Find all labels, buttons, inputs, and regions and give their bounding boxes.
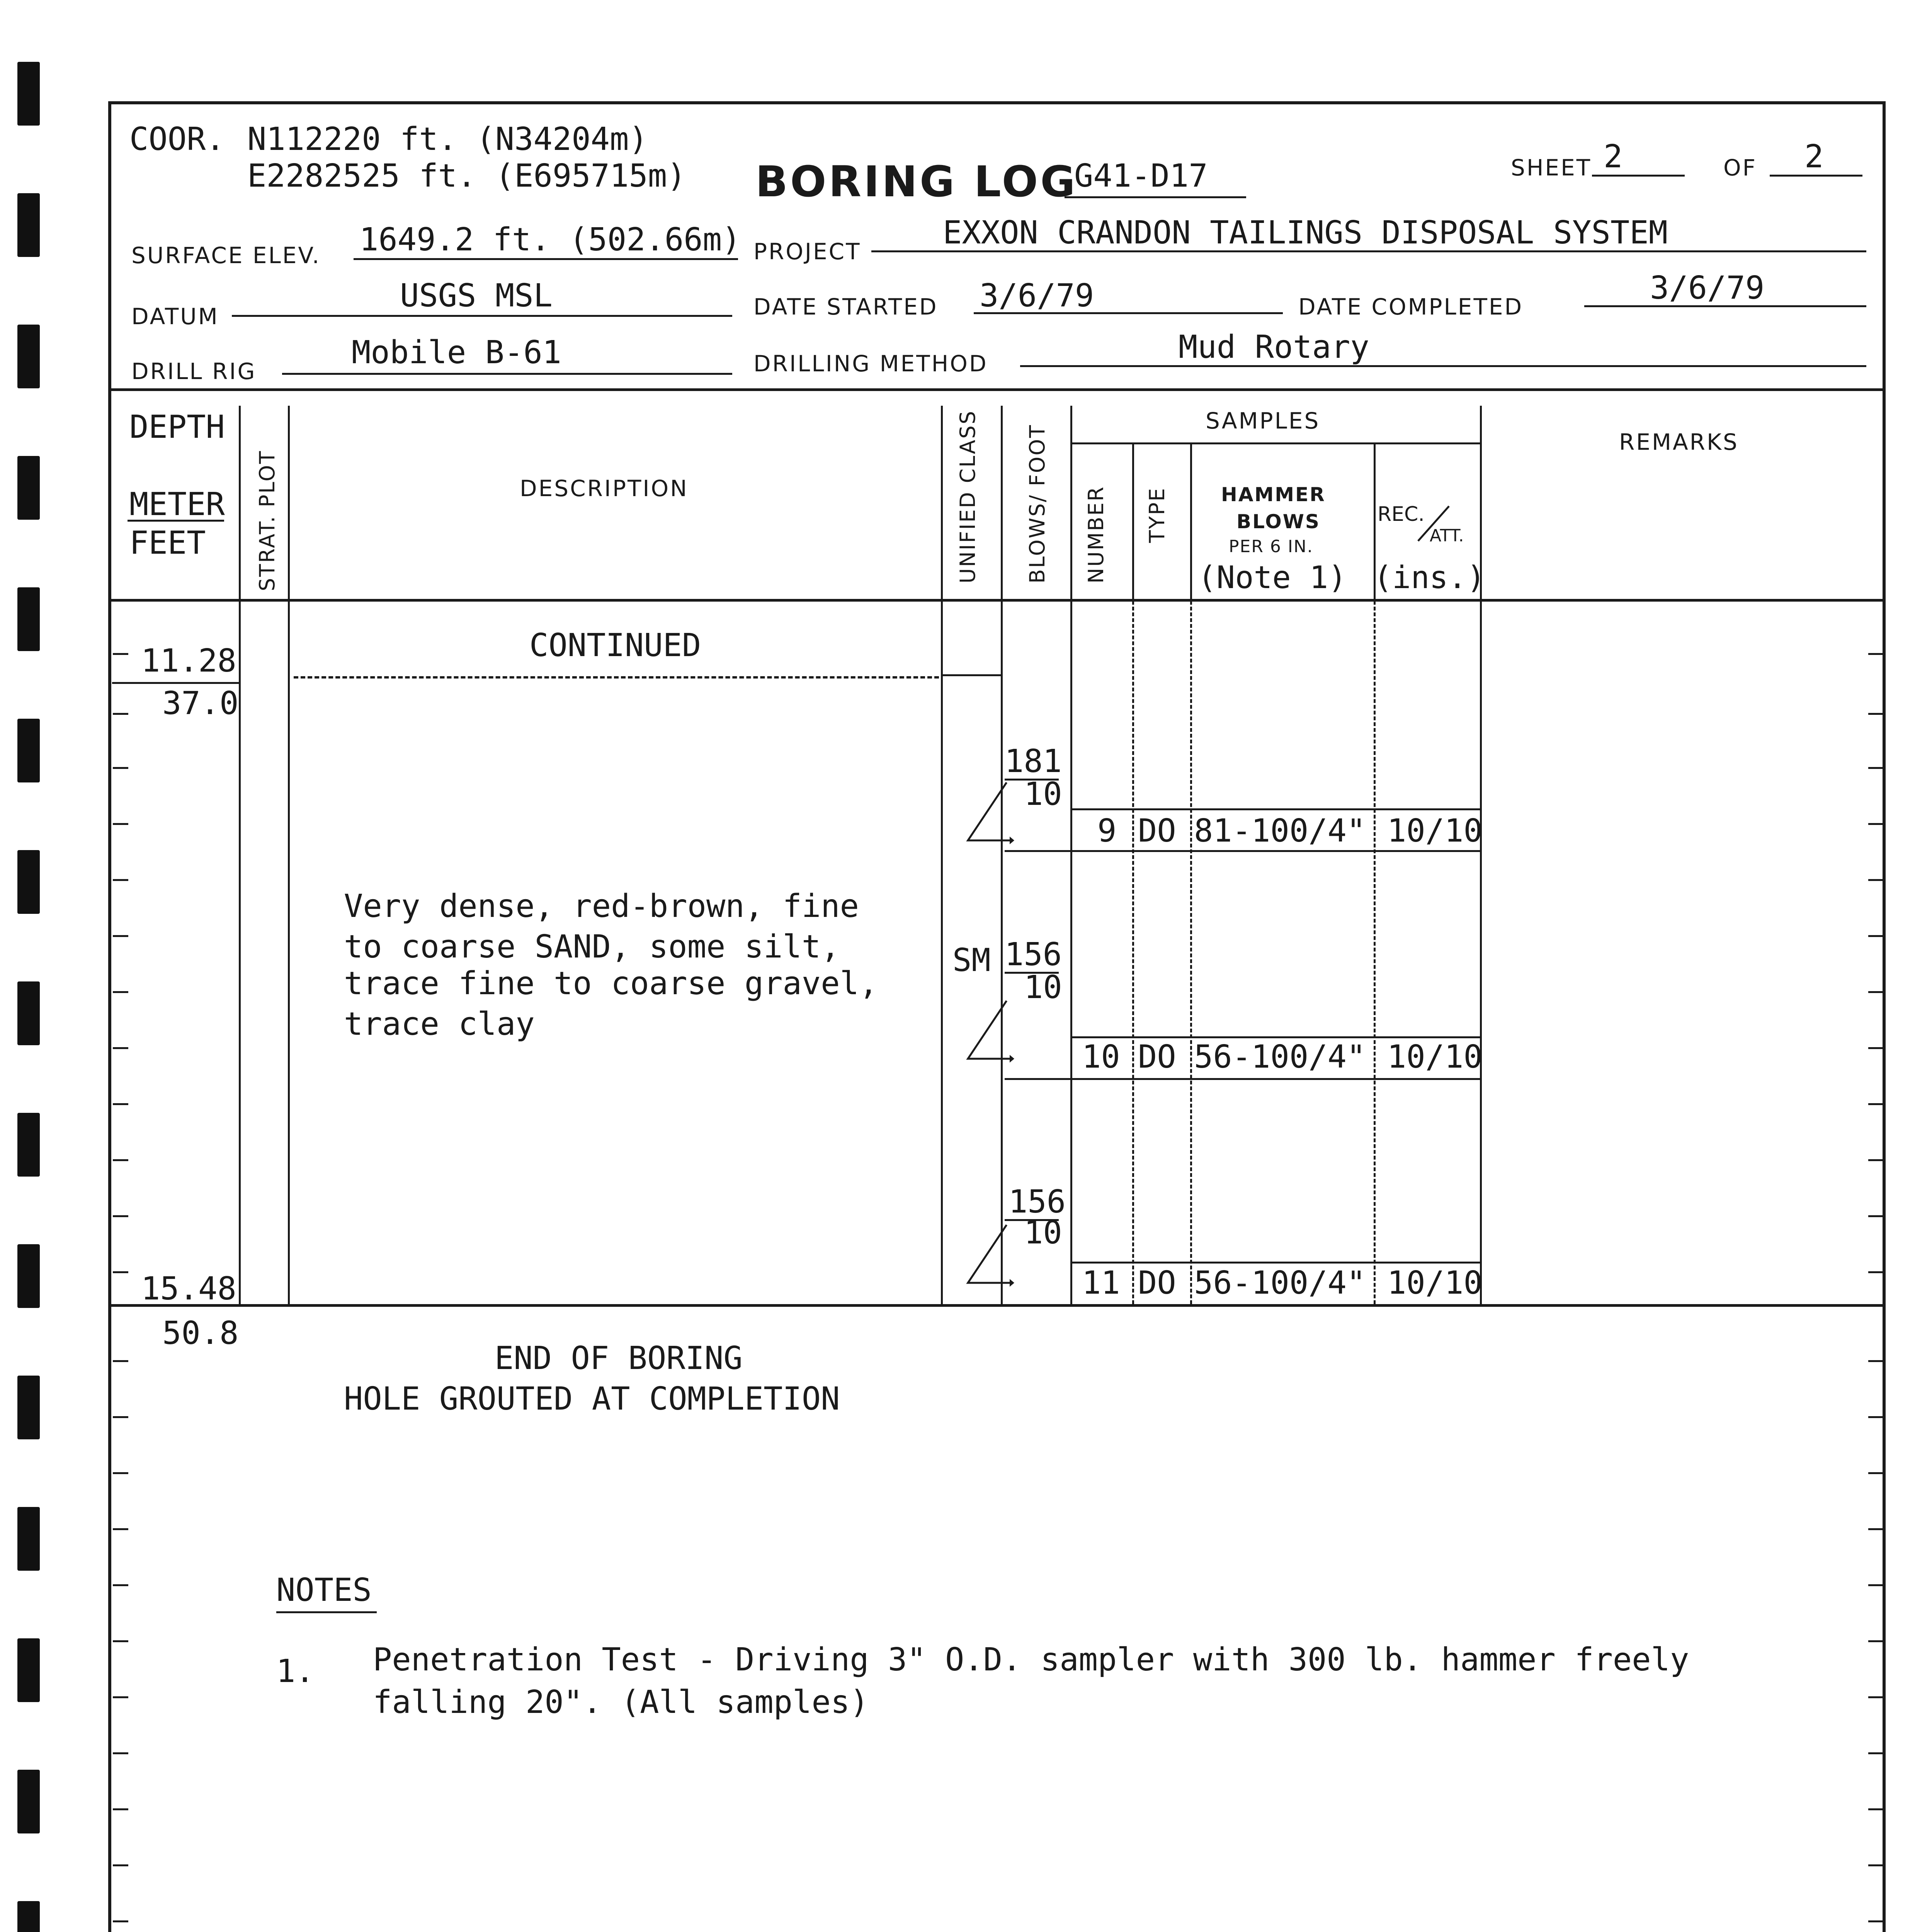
hole-grouted: HOLE GROUTED AT COMPLETION [344,1381,840,1417]
binder-hole [17,1113,40,1177]
binder-hole [17,1507,40,1571]
sample-type: DO [1138,1039,1176,1075]
binder-hole [17,719,40,782]
coor-east: E2282525 ft. (E695715m) [247,158,686,194]
binder-hole [17,62,40,126]
drill-rig-underline [282,373,732,375]
rec-att-slash [1414,502,1453,545]
depth-strat-divider [239,406,241,1304]
depth-bottom-feet: 50.8 [162,1315,239,1352]
project-underline [871,250,1866,252]
binder-hole [17,587,40,651]
col-blows-foot: BLOWS/ FOOT [1025,424,1049,583]
col-unified-class: UNIFIED CLASS [956,410,980,583]
binder-hole [17,1376,40,1439]
depth-top-meter: 11.28 [141,643,236,679]
surface-elev-label: SURFACE ELEV. [131,242,321,269]
log-end-line [108,1304,1886,1307]
sheet-number: 2 [1604,138,1623,175]
sample-number: 10 [1082,1039,1120,1075]
log-id-underline [1065,196,1246,198]
col-samples: SAMPLES [1206,408,1320,434]
sample-type: DO [1138,1265,1176,1301]
col-hammer-1: HAMMER [1221,483,1326,506]
depth-top-feet: 37.0 [162,685,239,722]
col-feet: FEET [129,525,206,561]
col-strat-plot: STRAT. PLOT [255,450,279,591]
sample-top-line [1070,808,1480,810]
note-1-line-2: falling 20". (All samples) [373,1684,869,1721]
description-line-2: to coarse SAND, some silt, [344,929,840,965]
drilling-method-underline [1020,365,1866,367]
col-number: NUMBER [1084,485,1108,583]
sample-hammer-blows: 56-100/4" [1194,1039,1366,1075]
depth-bottom-meter: 15.48 [141,1270,236,1307]
header-separator [108,388,1886,391]
sample-bottom-line [1005,1078,1480,1080]
blows-bottom: 10 [1024,776,1062,813]
sample-number: 11 [1082,1265,1120,1301]
drill-rig: Mobile B-61 [352,334,562,371]
col-depth: DEPTH [129,409,225,446]
description-class-divider [941,406,943,1304]
sample-top-line [1070,1036,1480,1038]
date-started-underline [974,312,1283,314]
sample-arrow-icon [964,999,1014,1065]
datum-underline [232,315,732,317]
hammer-rec-divider-head [1374,444,1376,599]
blows-top: 156 [1009,1184,1066,1220]
sample-recovery: 10/10 [1387,813,1483,849]
continued-dashed-line [294,676,939,679]
binder-hole [17,325,40,388]
datum: USGS MSL [400,277,553,314]
project-label: PROJECT [753,238,861,265]
blows-top: 181 [1005,743,1062,780]
hammer-rec-divider [1374,601,1376,1304]
end-of-boring: END OF BORING [495,1340,743,1377]
surface-elev: 1649.2 ft. (502.66m) [359,221,741,258]
col-description: DESCRIPTION [520,475,689,502]
number-type-divider [1132,601,1134,1304]
drilling-method: Mud Rotary [1179,329,1369,366]
col-type: TYPE [1145,487,1169,543]
of-label: OF [1723,155,1757,181]
sample-top-line [1070,1262,1480,1264]
class-blows-divider [1001,406,1003,1304]
samples-header-line [1070,442,1480,444]
continued-line-tail [943,674,1001,676]
date-completed-underline [1584,305,1866,307]
binder-hole [17,456,40,520]
project: EXXON CRANDON TAILINGS DISPOSAL SYSTEM [943,214,1668,251]
drilling-method-label: DRILLING METHOD [753,350,988,377]
type-hammer-divider [1190,601,1192,1304]
strat-description-divider [288,406,290,1304]
col-hammer-3: PER 6 IN. [1229,537,1313,556]
type-hammer-divider-head [1190,444,1192,599]
description-line-3: trace fine to coarse gravel, [344,965,878,1002]
binder-hole [17,850,40,914]
log-id: G41-D17 [1074,158,1208,194]
coor-north: N112220 ft. (N34204m) [247,121,648,158]
number-type-divider-head [1132,444,1134,599]
col-meter: METER [129,486,225,523]
binder-hole [17,1901,40,1932]
sample-hammer-blows: 81-100/4" [1194,813,1366,849]
depth-top-line [112,682,240,684]
sample-recovery: 10/10 [1387,1265,1483,1301]
blows-number-divider [1070,406,1072,1304]
sample-hammer-blows: 56-100/4" [1194,1265,1366,1301]
col-rec-2: ATT. [1430,526,1464,546]
description-line-1: Very dense, red-brown, fine [344,888,859,925]
sample-arrow-icon [964,781,1014,846]
page-title: BORING LOG [755,157,1078,206]
notes-heading-underline [276,1611,377,1613]
date-started: 3/6/79 [980,277,1094,314]
binder-hole [17,1770,40,1833]
sample-number: 9 [1097,813,1117,849]
binder-hole [17,193,40,257]
sheet-total: 2 [1804,138,1824,175]
date-completed: 3/6/79 [1650,270,1765,306]
sheet-underline [1592,175,1685,177]
blows-top: 156 [1005,936,1062,973]
description-line-4: trace clay [344,1006,535,1043]
binder-hole [17,981,40,1045]
sheet-total-underline [1770,175,1862,177]
binder-hole [17,1638,40,1702]
sample-recovery: 10/10 [1387,1039,1483,1075]
continued-label: CONTINUED [529,627,701,664]
unified-class: SM [952,942,991,979]
surface-elev-underline [354,258,738,260]
col-remarks: REMARKS [1619,429,1739,455]
note-1-line-1: Penetration Test - Driving 3" O.D. sampler with 300 lb. hammer freely [373,1641,1689,1678]
blows-bottom: 10 [1024,969,1062,1006]
col-hammer-4: (Note 1) [1198,560,1347,595]
header-table-divider [108,599,1886,602]
date-completed-label: DATE COMPLETED [1298,294,1524,320]
col-rec-1: REC. [1378,503,1425,526]
sample-bottom-line [1005,850,1480,852]
blows-bottom: 10 [1024,1214,1062,1251]
notes-heading: NOTES [276,1572,372,1609]
col-rec-3: (ins.) [1374,560,1485,595]
note-1-number: 1. [276,1653,315,1690]
sample-arrow-icon [964,1223,1014,1289]
samples-remarks-divider [1480,406,1482,1304]
date-started-label: DATE STARTED [753,294,938,320]
binder-hole [17,1244,40,1308]
datum-label: DATUM [131,303,219,330]
coor-label: COOR. [129,121,225,158]
meter-feet-divider [128,520,224,522]
drill-rig-label: DRILL RIG [131,358,257,384]
sample-type: DO [1138,813,1176,849]
col-hammer-2: BLOWS [1236,510,1320,533]
sheet-label: SHEET [1511,155,1592,181]
